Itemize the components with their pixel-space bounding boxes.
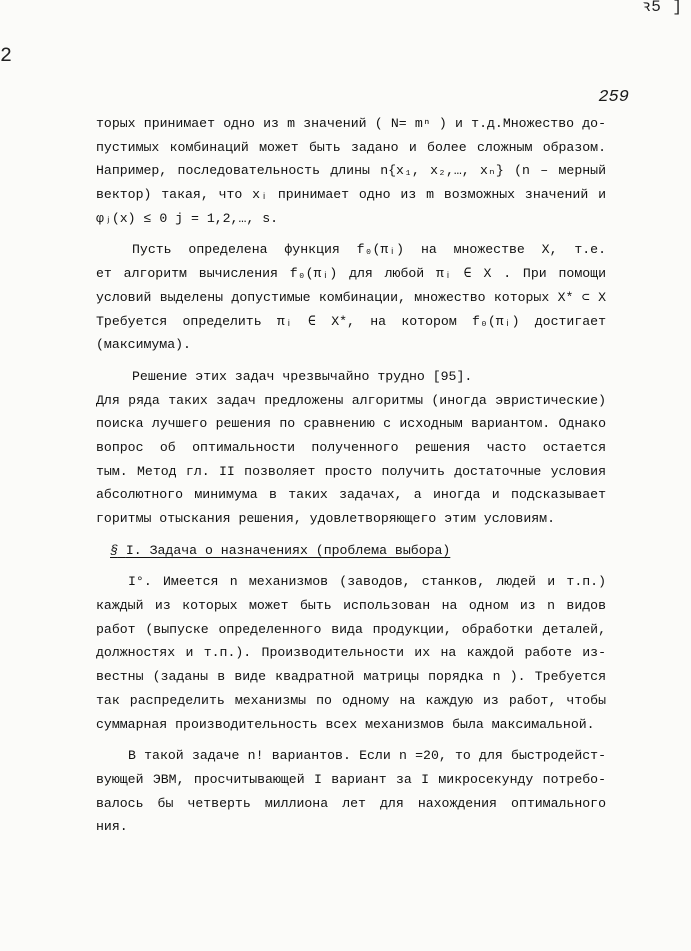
section-heading	[96, 539, 450, 563]
text-line: Решение этих задач чрезвычайно трудно [95].	[132, 368, 473, 384]
text-line: φⱼ(x) ≤ 0 j = 1,2,…, s.	[96, 210, 279, 226]
text-line: суммарная производительность всех механизмов была максимальной.	[96, 716, 595, 732]
text-line: В такой задаче n! вариантов. Если n =20, то для быстродейст-	[128, 748, 606, 764]
text-line: вестны (заданы в виде квадратной матрицы порядка n ). Требуется	[96, 669, 606, 685]
body-text	[96, 112, 606, 839]
text-line: пустимых комбинаций может быть задано и более сложным образом.	[96, 139, 606, 155]
text-line: (максимума).	[96, 337, 191, 353]
text-line: I°. Имеется n механизмов (заводов, станков, людей и т.п.)	[128, 574, 606, 590]
text-line: работ (выпуске определенного вида продукции, обработки деталей,	[96, 621, 606, 637]
text-line: ния.	[96, 819, 128, 835]
top-right-mark: ꝛ5 ]	[642, 0, 683, 16]
section-heading-line	[96, 539, 606, 563]
text-line: абсолютного минимума в таких задачах, а иногда и подсказывает	[96, 487, 606, 503]
text-line: валось бы четверть миллиона лет для нахождения оптимального	[96, 795, 606, 811]
text-line: горитмы отыскания решения, удовлетворяющего этим условиям.	[96, 511, 555, 526]
text-line: каждый из которых может быть использован на одном из n видов	[96, 598, 606, 614]
text-line: тым. Метод гл. II позволяет просто получить достаточные условия	[96, 463, 606, 479]
text-line: вующей ЭВМ, просчитывающей I вариант за I микросекунду потребо-	[96, 771, 606, 787]
text-line: условий выделены допустимые комбинации, множество которых X* ⊂ X	[96, 289, 606, 305]
text-line: вектор) такая, что xᵢ принимает одно из m возможных значений и	[96, 187, 606, 203]
text-line: Например, последовательность длины n{x₁, x₂,…, xₙ} (n – мерный	[96, 163, 606, 179]
text-line: так распределить механизмы по одному на каждую из работ, чтобы	[96, 692, 606, 708]
text-line: Пусть определена функция f₀(πᵢ) на множестве X, т.е.	[132, 242, 606, 258]
text-line: ет алгоритм вычисления f₀(πᵢ) для любой πᵢ ∈ X . При помощи	[96, 266, 606, 282]
text-line: Для ряда таких задач предложены алгоритмы (иногда эвристические)	[96, 392, 606, 408]
text-line: торых принимает одно из m значений ( N= mⁿ ) и т.д.Множество до-	[96, 116, 606, 131]
text-line: поиска лучшего решения по сравнению с исходным вариантом. Однако	[96, 416, 606, 432]
text-line: должностях и т.п.). Производительности их на каждой работе из-	[96, 645, 606, 661]
left-margin-mark: 2	[0, 45, 13, 68]
section-symbol: §	[110, 542, 118, 558]
section-heading-text: I. Задача о назначениях (проблема выбора)	[125, 542, 451, 558]
text-line: Требуется определить πᵢ ∈ X*, на котором f₀(πᵢ) достигает	[96, 313, 606, 329]
page-number: 259	[598, 88, 629, 107]
text-line: вопрос об оптимальности полученного решения часто остается	[96, 439, 606, 455]
